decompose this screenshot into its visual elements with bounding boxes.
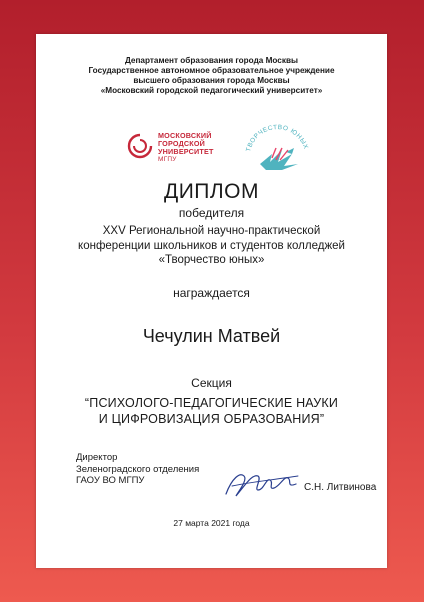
diploma-sheet: [36, 34, 387, 568]
recipient-name: Чечулин Матвей: [142, 326, 281, 346]
director-role-line: ГАОУ ВО МГПУ: [76, 475, 145, 486]
header-line: «Московский городской педагогический университет»: [100, 86, 323, 95]
logo-arc-text: ТВОРЧЕСТВО ЮНЫХ: [245, 124, 310, 153]
diploma-title: ДИПЛОМ: [163, 180, 260, 203]
director-name: С.Н. Литвинова: [304, 482, 377, 493]
conference-name: [36, 224, 387, 268]
diploma-subtitle: победителя: [178, 206, 245, 220]
awarded-label: награждается: [173, 286, 250, 300]
handwritten-signature-icon: [222, 466, 302, 500]
section-name: [36, 396, 387, 427]
section-line: И ЦИФРОВИЗАЦИЯ ОБРАЗОВАНИЯ”: [98, 411, 325, 426]
logo-text-line: МОСКОВСКИЙ: [158, 131, 212, 140]
logo-text-line: ГОРОДСКОЙ: [158, 139, 206, 148]
director-role-line: Директор: [76, 452, 118, 463]
header-line: Государственное автономное образовательное учреждение: [88, 66, 335, 75]
conference-line: XXV Региональной научно-практической: [102, 225, 321, 237]
director-role-line: Зеленоградского отделения: [76, 463, 200, 475]
director-role: [76, 452, 199, 487]
mgpu-logo-text: [158, 132, 214, 164]
tvorchestvo-yunyh-logo: [242, 118, 312, 178]
issue-date: 27 марта 2021 года: [173, 518, 250, 528]
mgpu-logo: [126, 124, 236, 180]
conference-line: конференции школьников и студентов колледжей: [78, 239, 345, 252]
section-line: “ПСИХОЛОГО-ПЕДАГОГИЧЕСКИЕ НАУКИ: [84, 396, 339, 410]
issuer-header: [36, 56, 387, 96]
phoenix-bird-icon: [242, 118, 312, 178]
svg-text:ТВОРЧЕСТВО ЮНЫХ: [245, 124, 309, 153]
header-line: Департамент образования города Москвы: [125, 56, 298, 65]
conference-line: «Творчество юных»: [158, 254, 265, 266]
section-label: Секция: [191, 376, 232, 390]
logo-text-line: МГПУ: [158, 156, 177, 163]
header-line: высшего образования города Москвы: [133, 76, 290, 85]
logo-text-line: УНИВЕРСИТЕТ: [158, 147, 214, 156]
mgpu-emblem-icon: [126, 132, 154, 160]
